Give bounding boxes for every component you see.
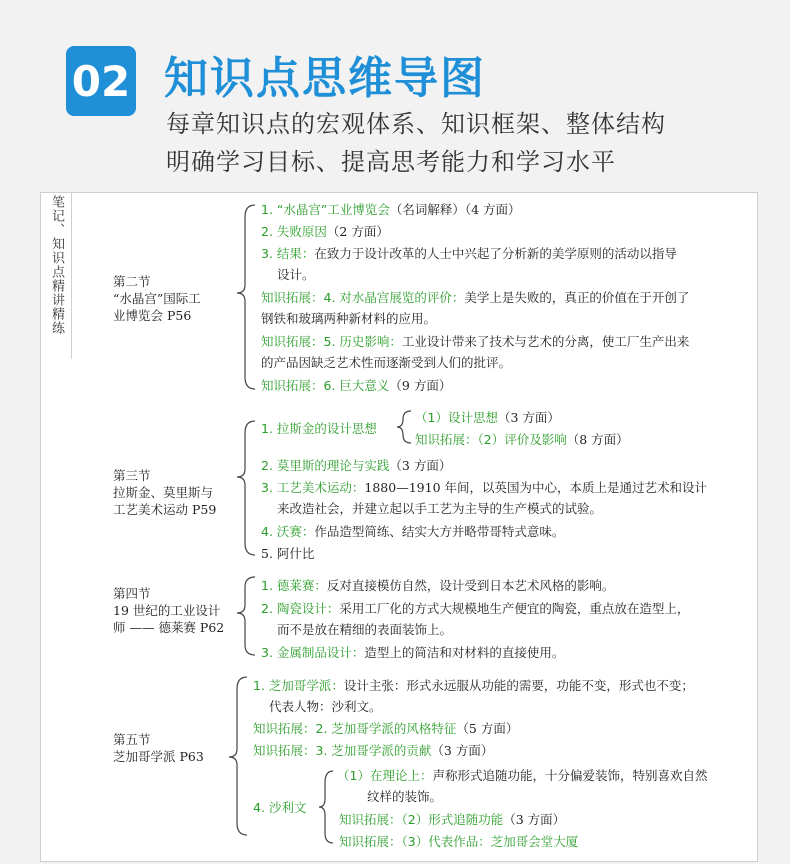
s2-item-2: 2. 失败原因（2 方面） xyxy=(261,224,389,239)
s3-item-3-cont: 来改造社会，并建立起以手工艺为主导的生产模式的试验。 xyxy=(277,501,603,516)
mindmap-content xyxy=(41,193,757,861)
s3-item-5: 5. 阿什比 xyxy=(261,546,315,561)
s2-item-6: 知识拓展：6. 巨大意义（9 方面） xyxy=(261,378,452,393)
subtitle-line-2: 明确学习目标、提高思考能力和学习水平 xyxy=(166,148,616,176)
section-number-badge: 02 xyxy=(66,46,136,116)
s3-item-4: 4. 沃赛：作品造型简练、结实大方并略带哥特式意味。 xyxy=(261,524,565,539)
s3-item-2: 2. 莫里斯的理论与实践（3 方面） xyxy=(261,458,452,473)
s5-item-4a-cont: 纹样的装饰。 xyxy=(367,789,443,804)
s5-item-3: 知识拓展：3. 芝加哥学派的贡献（3 方面） xyxy=(253,743,494,758)
bracket-s3-sub xyxy=(397,411,411,443)
s5-item-4a: （1）在理论上：声称形式追随功能，十分偏爱装饰，特别喜欢自然 xyxy=(337,768,708,783)
s5-item-4c: 知识拓展：（3）代表作品：芝加哥会堂大厦 xyxy=(339,834,579,849)
s5-item-2: 知识拓展：2. 芝加哥学派的风格特征（5 方面） xyxy=(253,721,519,736)
page-title: 知识点思维导图 xyxy=(164,53,486,104)
s4-item-2: 2. 陶瓷设计：采用工厂化的方式大规模地生产便宜的陶瓷，重点放在造型上， xyxy=(261,601,690,616)
section-3-title: 第三节 拉斯金、莫里斯与 工艺美术运动 P59 xyxy=(113,468,217,517)
s5-item-1: 1. 芝加哥学派：设计主张：形式永远服从功能的需要，功能不变，形式也不变； xyxy=(253,678,694,693)
s2-item-1: 1. “水晶宫”工业博览会（名词解释）（4 方面） xyxy=(261,202,521,217)
s5-item-4: 4. 沙利文 xyxy=(253,800,307,815)
s2-item-4: 知识拓展：4. 对水晶宫展览的评价：美学上是失败的，真正的价值在于开创了 xyxy=(261,290,690,305)
s2-item-4-cont: 钢铁和玻璃两种新材料的应用。 xyxy=(261,311,437,326)
s2-item-5-cont: 的产品因缺乏艺术性而逐渐受到人们的批评。 xyxy=(261,355,512,370)
section-2-title: 第二节 “水晶宫”国际工 业博览会 P56 xyxy=(113,274,201,323)
s3-item-3: 3. 工艺美术运动：1880—1910 年间，以英国为中心，本质上是通过艺术和设计 xyxy=(261,480,708,495)
s3-item-1a: （1）设计思想（3 方面） xyxy=(415,410,560,425)
s3-item-1: 1. 拉斯金的设计思想 xyxy=(261,421,377,436)
s5-item-4b: 知识拓展：（2）形式追随功能（3 方面） xyxy=(339,812,566,827)
s2-item-3-cont: 设计。 xyxy=(277,267,315,282)
s2-item-5: 知识拓展：5. 历史影响：工业设计带来了技术与艺术的分离，使工厂生产出来 xyxy=(261,334,690,349)
subtitle-line-1: 每章知识点的宏观体系、知识框架、整体结构 xyxy=(166,110,666,138)
s4-item-3: 3. 金属制品设计：造型上的简洁和对材料的直接使用。 xyxy=(261,645,565,660)
bracket-s5-sub xyxy=(319,771,333,843)
s4-item-2-cont: 而不是放在精细的表面装饰上。 xyxy=(277,622,453,637)
s4-item-1: 1. 德莱赛：反对直接模仿自然，设计受到日本艺术风格的影响。 xyxy=(261,578,615,593)
s3-item-1b: 知识拓展：（2）评价及影响（8 方面） xyxy=(415,432,629,447)
sidebar-label: 笔记、知识点精讲精练 xyxy=(48,195,64,335)
s2-item-3: 3. 结果：在致力于设计改革的人士中兴起了分析新的美学原则的活动以指导 xyxy=(261,246,677,261)
mindmap-panel xyxy=(40,192,758,862)
section-5-title: 第五节 芝加哥学派 P63 xyxy=(113,732,204,764)
section-4-title: 第四节 19 世纪的工业设计 师 —— 德莱赛 P62 xyxy=(113,586,225,635)
s5-item-1-cont: 代表人物：沙利文。 xyxy=(269,699,382,714)
